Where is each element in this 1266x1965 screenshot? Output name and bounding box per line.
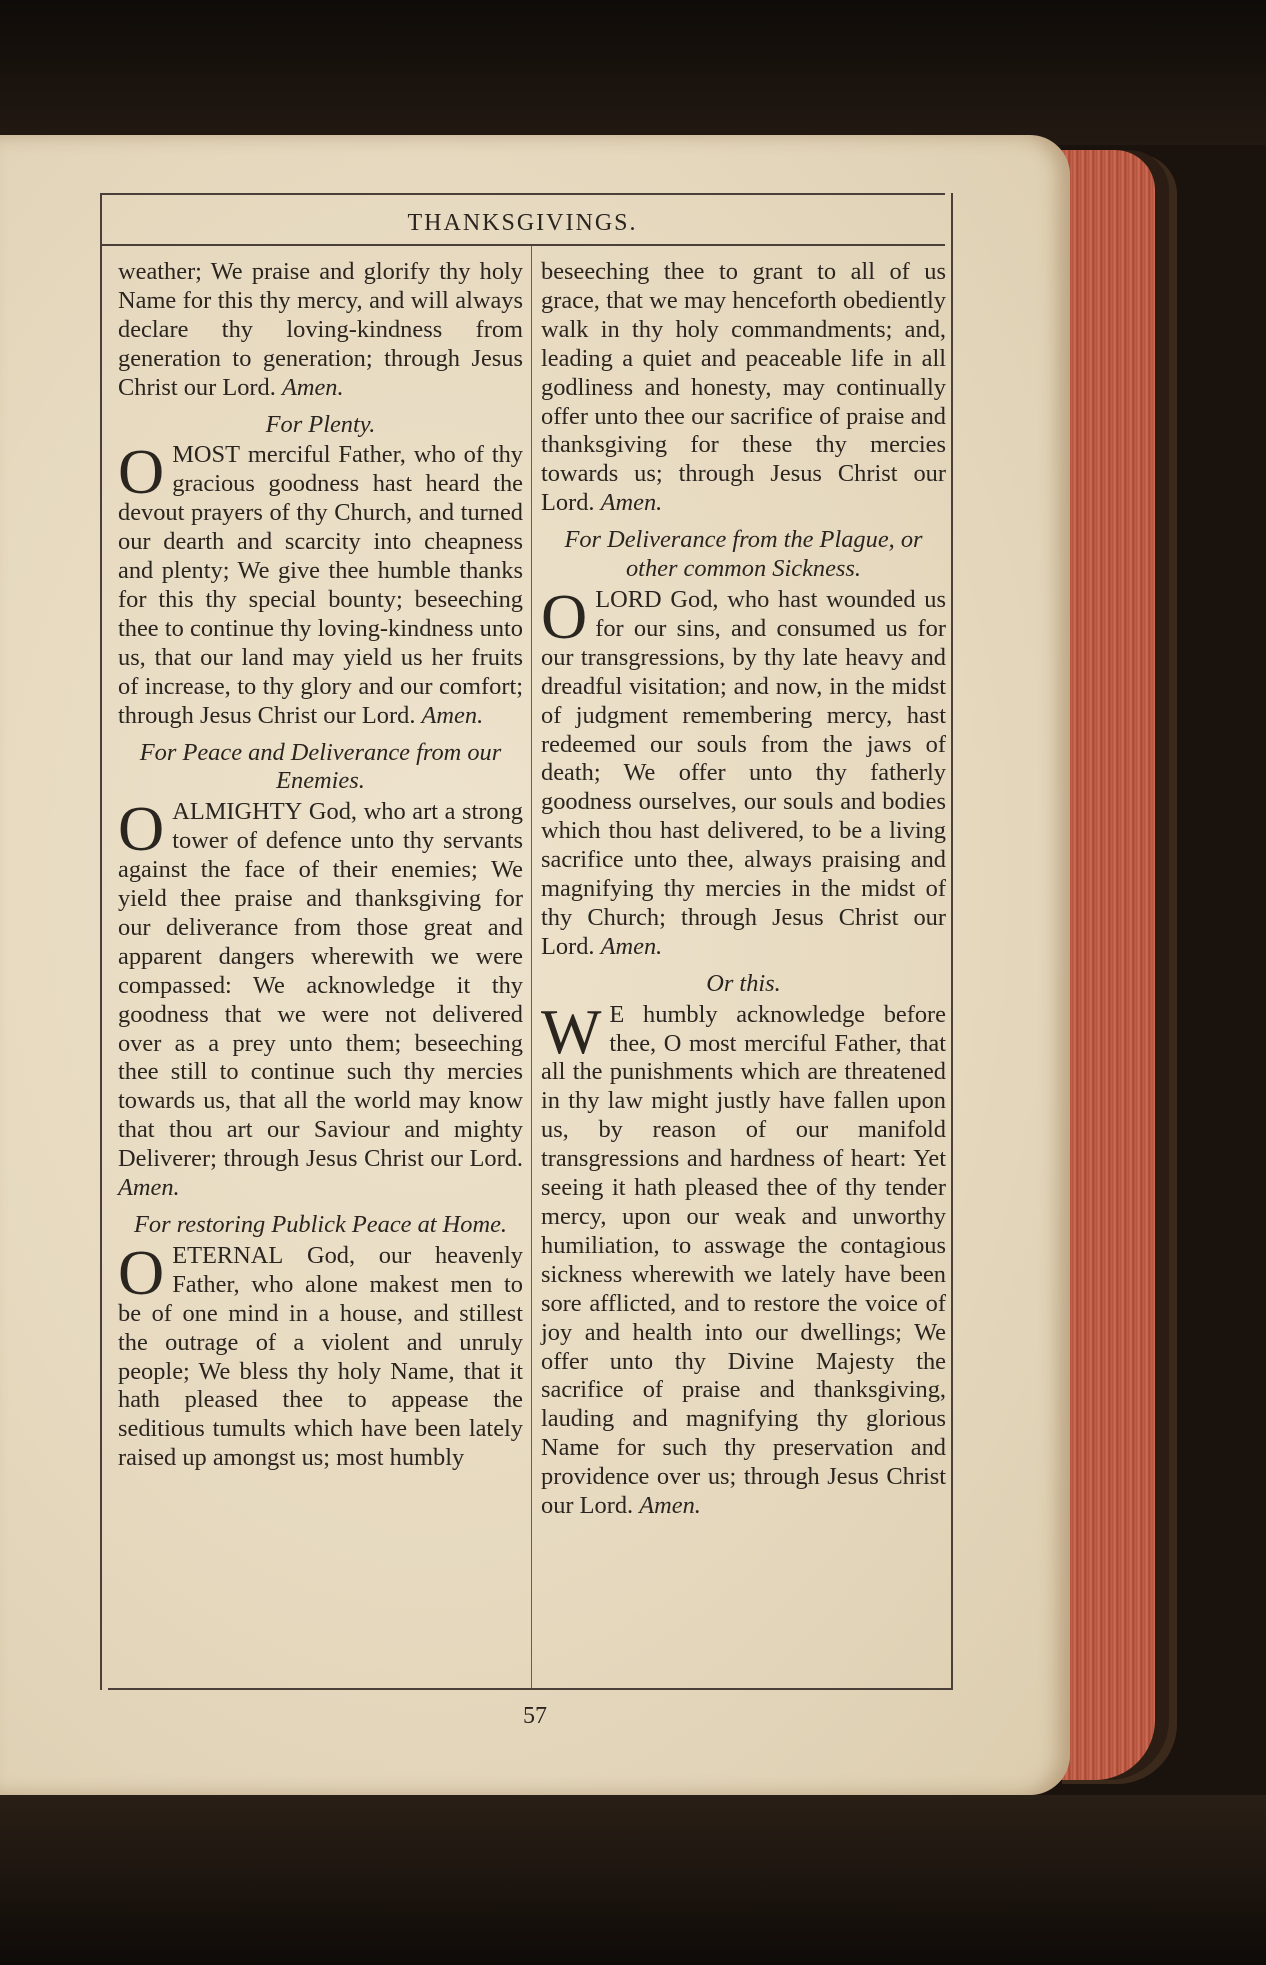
paragraph: OALMIGHTY God, who art a strong tower of defence unto thy servants against the face of their enemies; We yield thee praise and thanksgiving for our deliverance from those great and apparent dangers wherewith we were compassed: We acknowledge it thy goodness that we were not delivered over as a prey unto them; beseeching thee still to continue such thy mercies towards us, that all the world may know that thou art our Saviour and mighty Deliverer; through Jesus Christ our Lord. Amen. bbox=[118, 793, 523, 1202]
paragraph: W E humbly acknowledge before thee, O most merciful Father, that all the punishments which are threatened in thy law might justly have fallen upon us, by reason of our manifold transgressions and hardness of heart: Yet seeing it hath pleased thee of thy tender mercy, upon our weak and unworthy humiliation, to asswage the contagious sickness wherewith we lately have been sore afflicted, and to restore the voice of joy and health into our dwellings; We offer unto thy Divine Majesty the sacrifice of praise and thanksgiving, lauding and magnifying thy glorious Name for such thy preservation and providence over us; through Jesus Christ our Lord. Amen. bbox=[541, 995, 946, 1520]
right-frame-rule bbox=[951, 193, 953, 1690]
left-frame-rule bbox=[100, 193, 102, 1690]
background-top bbox=[0, 0, 1266, 145]
section-heading: For Peace and Deliverance from our Enemies. bbox=[139, 738, 502, 795]
section-heading: For Plenty. bbox=[265, 410, 376, 438]
drop-initial: O bbox=[541, 580, 588, 652]
right-column bbox=[541, 258, 946, 1521]
paragraph: beseeching thee to grant to all of us grace, that we may henceforth obediently walk in thy holy commandments; and, leading a quiet and peaceable life in all godliness and honesty, may continually offer unto thee our sacrifice of praise and thanksgiving for these thy mercies towards us; through Jesus Christ our Lord. Amen. bbox=[541, 258, 946, 517]
paragraph: OMOST merciful Father, who of thy gracious goodness hast heard the devout prayers of thy Church, and turned our dearth and scarcity into cheapness and plenty; We give thee humble thanks for this thy special bounty; beseeching thee to continue thy loving-kindness unto us, that our land may yield us her fruits of increase, to thy glory and our comfort; through Jesus Christ our Lord. Amen. bbox=[118, 436, 523, 729]
paragraph: OETERNAL God, our heavenly Father, who alone makest men to be of one mind in a house, and stillest the outrage of a violent and unruly people; We bless thy holy Name, that it hath pleased thee to appease the seditious tumults which have been lately raised up amongst us; most humbly bbox=[118, 1236, 523, 1472]
paragraph: weather; We praise and glorify thy holy Name for this thy mercy, and will always declare thy loving-kindness from generation to generation; through Jesus Christ our Lord. Amen. bbox=[118, 258, 523, 401]
section-heading: For Deliverance from the Plague, or other common Sickness. bbox=[564, 526, 923, 583]
bottom-rule bbox=[108, 1688, 953, 1690]
column-divider bbox=[531, 246, 532, 1688]
drop-initial: O bbox=[118, 436, 165, 508]
top-rule bbox=[100, 193, 945, 195]
drop-initial: O bbox=[118, 793, 165, 865]
drop-initial: O bbox=[118, 1236, 165, 1308]
section-heading: Or this. bbox=[706, 969, 781, 997]
background-bottom bbox=[0, 1795, 1266, 1965]
left-column bbox=[118, 258, 523, 1473]
section-heading: For restoring Publick Peace at Home. bbox=[134, 1211, 507, 1238]
paragraph: OLORD God, who hast wounded us for our sins, and consumed us for our transgressions, by thy late heavy and dreadful visitation; and now, in the midst of judgment remembering mercy, hast redeemed our souls from the jaws of death; We offer unto thy fatherly goodness ourselves, our souls and bodies which thou hast delivered, to be a living sacrifice unto thee, always praising and magnifying thy mercies in the midst of thy Church; through Jesus Christ our Lord. Amen. bbox=[541, 580, 946, 960]
header-rule bbox=[100, 244, 945, 246]
running-head: THANKSGIVINGS. bbox=[407, 210, 638, 236]
drop-initial: W bbox=[541, 995, 602, 1067]
page-number: 57 bbox=[523, 1703, 547, 1729]
